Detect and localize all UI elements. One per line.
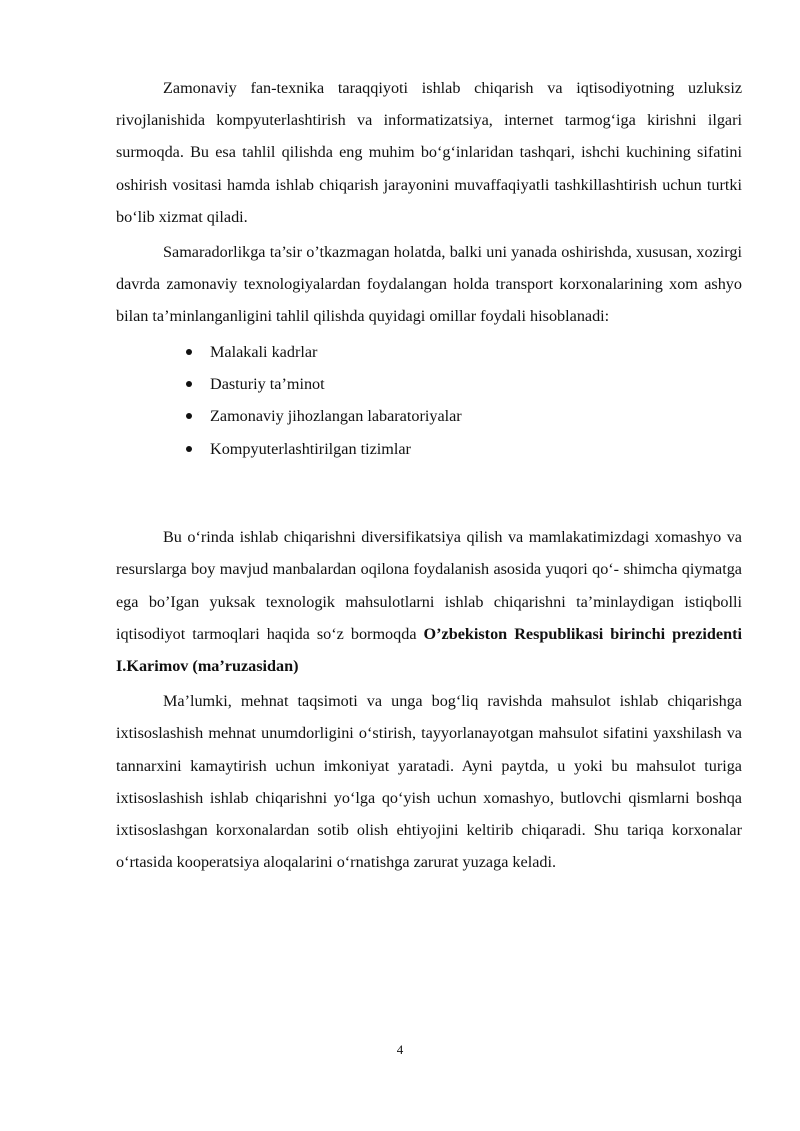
list-item [186,433,742,465]
paragraph-intro: Zamonaviy fan-texnika taraqqiyoti ishlab chiqarish va iqtisodiyotning uzluksiz rivojlanishida kompyuterlashtirish va informatizatsiya, internet tarmog‘iga kirishni ilgari surmoqda. Bu esa tahlil qilishda eng muhim bo‘g‘inlaridan tashqari, ishchi kuchining sifatini oshirish vositasi hamda ishlab chiqarish jarayonini muvaffaqiyatli tashkillashtirish uchun turtki bo‘lib xizmat qiladi. [116,79,742,226]
list-item-text: Zamonaviy jihozlangan labaratoriyalar [210,407,462,426]
list-item [186,368,742,400]
paragraph-diversification-text: Bu o‘rinda ishlab chiqarishni diversifikatsiya qilish va mamlakatimizdagi xomashyo va resurslarga boy mavjud manbalardan oqilona foydalanish asosida yuqori qo‘- shimcha qiymatga ega bo’Igan yuksak texnologik mahsulotlarni ishlab chiqarishni ta’minlaydigan istiqbolli iqtisodiyot tarmoqlari haqida so‘z bormoqda [116,528,742,643]
bullet-icon [186,349,192,355]
bullet-icon [186,381,192,387]
factors-list [116,336,742,466]
bullet-icon [186,446,192,452]
paragraph-specialization: Ma’lumki, mehnat taqsimoti va unga bog‘liq ravishda mahsulot ishlab chiqarishga ixtisoslashish mehnat unumdorligini o‘stirish, tayyorlanayotgan mahsulot sifatini yaxshilash va tannarxini kamaytirish uchun imkoniyat yaratadi. Ayni paytda, u yoki bu mahsulot turiga ixtisoslashish ishlab chiqarishni yo‘lga qo‘yish uchun xomashyo, butlovchi qismlarni boshqa ixtisoslashgan korxonalardan sotib olish ehtiyojini keltirib chiqaradi. Shu tariqa korxonalar o‘rtasida kooperatsiya aloqalarini o‘rnatishga zarurat yuzaga keladi. [116,692,742,872]
paragraph-diversification [116,521,742,682]
document-page [116,72,742,878]
page-number: 4 [396,1042,404,1057]
bullet-icon [186,413,192,419]
list-item [186,400,742,432]
list-item [186,336,742,368]
paragraph-factors: Samaradorlikga ta’sir o’tkazmagan holatda, balki uni yanada oshirishda, xususan, xozirgi davrda zamonaviy texnologiyalardan foydalangan holda transport korxonalarining xom ashyo bilan ta’minlanganligini tahlil qilishda quyidagi omillar foydali hisoblanadi: [116,243,742,326]
list-item-text: Kompyuterlashtirilgan tizimlar [210,439,411,458]
list-item-text: Dasturiy ta’minot [210,375,325,394]
list-item-text: Malakali kadrlar [210,342,318,361]
citation-source: O’zbekiston Respublikasi birinchi prezidenti I.Karimov (ma’ruzasidan) [116,624,743,676]
